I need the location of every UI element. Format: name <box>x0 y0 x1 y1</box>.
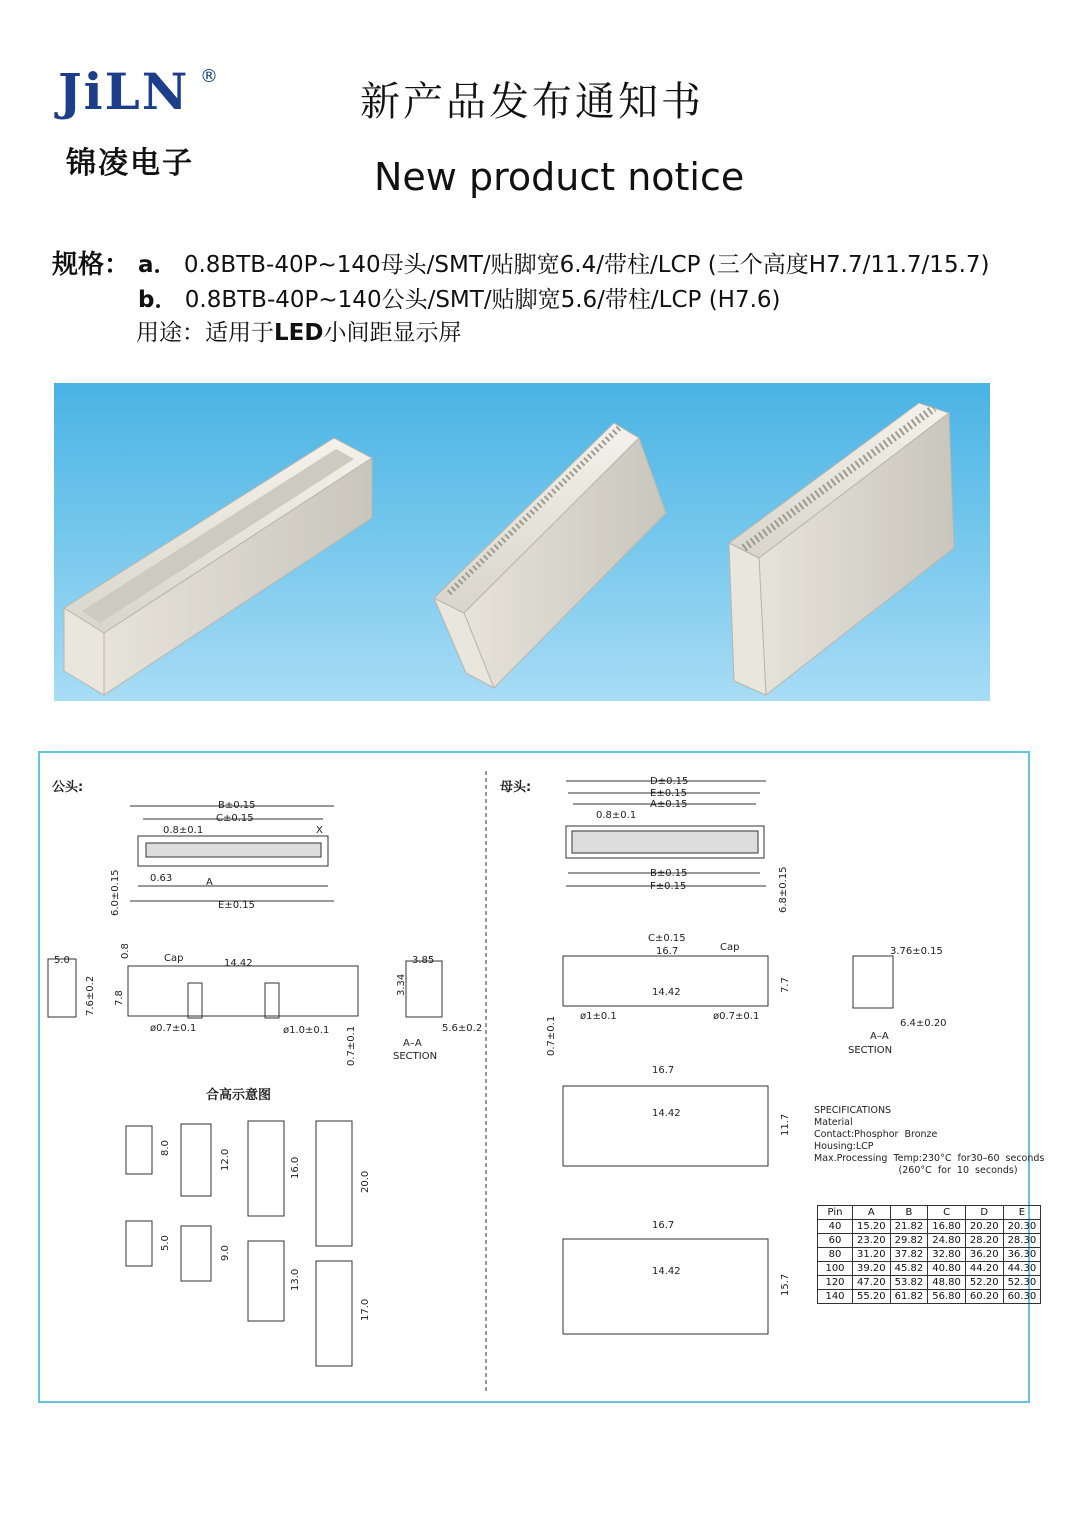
stack-label: 合高示意图 <box>206 1088 272 1103</box>
product-photo <box>54 383 990 701</box>
table-row <box>818 1290 1041 1304</box>
label: 16.0 <box>290 1156 301 1179</box>
label: 7.8 <box>114 990 125 1006</box>
connector-male <box>434 423 666 688</box>
label: A–A <box>870 1031 889 1042</box>
label: 5.6±0.2 <box>442 1023 483 1034</box>
label: ø0.7±0.1 <box>713 1011 760 1022</box>
table-cell: 32.80 <box>928 1248 966 1262</box>
table-cell: 44.30 <box>1003 1262 1041 1276</box>
table-cell: 36.20 <box>965 1248 1003 1262</box>
spec-b-text: 0.8BTB-40P~140公头/SMT/贴脚宽5.6/带柱/LCP (H7.6) <box>184 287 781 313</box>
table-header-cell: D <box>965 1206 1003 1220</box>
table-cell: 31.20 <box>853 1248 891 1262</box>
label: 8.0 <box>160 1140 171 1156</box>
label: B±0.15 <box>218 800 256 811</box>
label: 0.8±0.1 <box>596 810 637 821</box>
label: ø1±0.1 <box>580 1011 617 1022</box>
specifications-text: SPECIFICATIONS Material Contact:Phosphor Bronze Housing:LCP Max.Processing Temp:230°C for30–60 seconds (260°C for 10 seconds) <box>814 1105 1045 1176</box>
female-front-view-117 <box>563 1086 768 1166</box>
label: C±0.15 <box>648 933 686 944</box>
spec-b-prefix: b． <box>138 287 178 313</box>
spec-item-a <box>138 246 990 279</box>
usage-bold: LED <box>274 320 324 346</box>
table-cell: 21.82 <box>890 1220 928 1234</box>
table-cell: 120 <box>818 1276 853 1290</box>
label: 16.7 <box>656 946 679 957</box>
label: 11.7 <box>780 1113 791 1136</box>
table-cell: 52.20 <box>965 1276 1003 1290</box>
usage-post: 小间距显示屏 <box>323 320 462 346</box>
label: SECTION <box>393 1051 438 1062</box>
table-row <box>818 1220 1041 1234</box>
table-cell: 36.30 <box>1003 1248 1041 1262</box>
label: 14.42 <box>652 1266 681 1277</box>
table-cell: 61.82 <box>890 1290 928 1304</box>
label: 14.42 <box>652 987 681 998</box>
label: E±0.15 <box>218 900 255 911</box>
usage-pre: 适用于 <box>205 320 274 346</box>
table-cell: 44.20 <box>965 1262 1003 1276</box>
table-cell: 45.82 <box>890 1262 928 1276</box>
table-cell: 40.80 <box>928 1262 966 1276</box>
label: 14.42 <box>652 1108 681 1119</box>
table-cell: 56.80 <box>928 1290 966 1304</box>
male-section-view <box>406 961 442 1017</box>
label: 0.8 <box>120 943 131 959</box>
label: A±0.15 <box>650 799 688 810</box>
female-section-view <box>853 956 893 1008</box>
table-row <box>818 1262 1041 1276</box>
label: 5.0 <box>54 955 70 966</box>
label: B±0.15 <box>650 868 688 879</box>
dimension-table <box>817 1205 1041 1304</box>
label: A <box>206 877 213 888</box>
label: 0.7±0.1 <box>346 1025 357 1066</box>
label: 5.0 <box>160 1235 171 1251</box>
label: 3.34 <box>396 973 407 996</box>
label: Cap <box>720 942 740 953</box>
table-cell: 15.20 <box>853 1220 891 1234</box>
label: ø0.7±0.1 <box>150 1023 197 1034</box>
label: D±0.15 <box>650 776 689 787</box>
label: X <box>316 825 323 836</box>
label: E±0.15 <box>650 788 687 799</box>
female-front-view-157 <box>563 1239 768 1334</box>
label: SECTION <box>848 1045 893 1056</box>
table-header-cell: E <box>1003 1206 1041 1220</box>
title-chinese: 新产品发布通知书 <box>360 79 704 125</box>
table-cell: 28.30 <box>1003 1234 1041 1248</box>
label: 6.4±0.20 <box>900 1018 947 1029</box>
table-row <box>818 1276 1041 1290</box>
table-header-row <box>818 1206 1041 1220</box>
label: A–A <box>403 1038 422 1049</box>
table-cell: 55.20 <box>853 1290 891 1304</box>
table-cell: 60.20 <box>965 1290 1003 1304</box>
usage-line <box>136 314 461 347</box>
table-header-cell: A <box>853 1206 891 1220</box>
table-cell: 80 <box>818 1248 853 1262</box>
female-label: 母头: <box>500 780 532 795</box>
table-cell: 60 <box>818 1234 853 1248</box>
label: 14.42 <box>224 958 253 969</box>
table-cell: 20.30 <box>1003 1220 1041 1234</box>
table-cell: 24.80 <box>928 1234 966 1248</box>
label: ø1.0±0.1 <box>283 1025 330 1036</box>
label: 16.7 <box>652 1220 675 1231</box>
table-cell: 53.82 <box>890 1276 928 1290</box>
table-cell: 29.82 <box>890 1234 928 1248</box>
spec-label: 规格： <box>52 250 131 280</box>
table-cell: 20.20 <box>965 1220 1003 1234</box>
table-cell: 37.82 <box>890 1248 928 1262</box>
table-cell: 16.80 <box>928 1220 966 1234</box>
brand-logo: JiLN <box>58 62 190 121</box>
spec-item-b <box>138 281 781 314</box>
table-header-cell: C <box>928 1206 966 1220</box>
label: C±0.15 <box>216 813 254 824</box>
table-cell: 100 <box>818 1262 853 1276</box>
table-cell: 140 <box>818 1290 853 1304</box>
table-cell: 52.30 <box>1003 1276 1041 1290</box>
female-front-view-77 <box>563 956 768 1006</box>
table-row <box>818 1234 1041 1248</box>
table-cell: 47.20 <box>853 1276 891 1290</box>
title-english: New product notice <box>374 155 745 199</box>
label: F±0.15 <box>650 881 687 892</box>
connector-female-high <box>729 403 954 695</box>
label: 9.0 <box>220 1245 231 1261</box>
label: 13.0 <box>290 1268 301 1291</box>
label: 6.8±0.15 <box>778 866 789 913</box>
table-header-cell: B <box>890 1206 928 1220</box>
connector-female-low <box>64 438 372 695</box>
label: 20.0 <box>360 1170 371 1193</box>
label: 16.7 <box>652 1065 675 1076</box>
table-header-cell: Pin <box>818 1206 853 1220</box>
label: 15.7 <box>780 1273 791 1296</box>
usage-label: 用途： <box>136 320 205 346</box>
label: 3.76±0.15 <box>890 946 943 957</box>
label: 0.7±0.1 <box>546 1015 557 1056</box>
table-cell: 40 <box>818 1220 853 1234</box>
label: 7.7 <box>780 977 791 993</box>
spec-a-text: 0.8BTB-40P~140母头/SMT/贴脚宽6.4/带柱/LCP (三个高度H7.7/11.7/15.7) <box>183 252 990 278</box>
label: 3.85 <box>412 955 435 966</box>
table-cell: 39.20 <box>853 1262 891 1276</box>
table-cell: 23.20 <box>853 1234 891 1248</box>
label: 0.8±0.1 <box>163 825 204 836</box>
table-cell: 28.20 <box>965 1234 1003 1248</box>
table-cell: 48.80 <box>928 1276 966 1290</box>
male-label: 公头: <box>52 780 84 795</box>
label: 12.0 <box>220 1148 231 1171</box>
registered-mark: ® <box>200 66 218 87</box>
company-name: 锦凌电子 <box>66 146 194 181</box>
male-front-view <box>128 966 358 1016</box>
label: Cap <box>164 953 184 964</box>
male-end-view <box>48 959 76 1017</box>
table-cell: 60.30 <box>1003 1290 1041 1304</box>
table-row <box>818 1248 1041 1262</box>
spec-a-prefix: a． <box>138 252 177 278</box>
label: 17.0 <box>360 1298 371 1321</box>
connector-renderings <box>54 383 990 701</box>
label: 7.6±0.2 <box>85 975 96 1016</box>
label: 6.0±0.15 <box>110 869 121 916</box>
label: 0.63 <box>150 873 173 884</box>
